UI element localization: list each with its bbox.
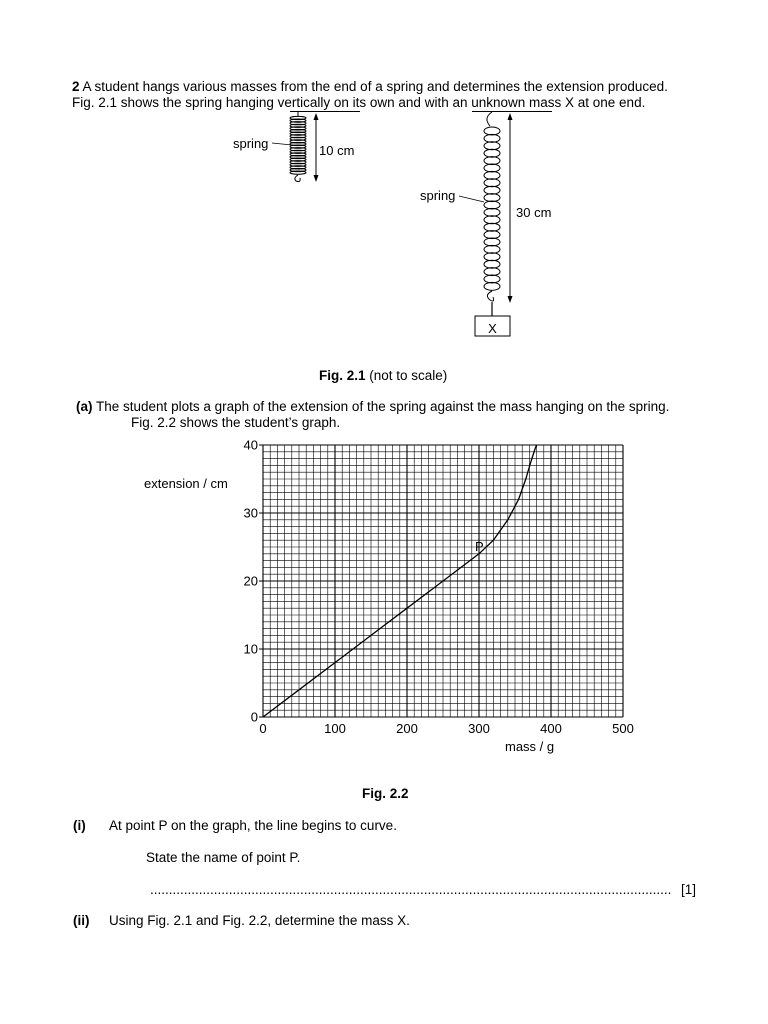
right-spring-label: spring xyxy=(420,188,456,203)
x-tick-label: 400 xyxy=(540,721,562,736)
y-tick-label: 40 xyxy=(243,437,258,453)
part-ii-text: Using Fig. 2.1 and Fig. 2.2, determine the mass X. xyxy=(109,913,410,928)
fig-2-2-caption: Fig. 2.2 xyxy=(362,786,409,801)
fig-2-1-caption-rest: (not to scale) xyxy=(365,368,448,383)
part-a-line2: Fig. 2.2 shows the student’s graph. xyxy=(131,415,341,430)
fig-2-1-caption xyxy=(319,368,447,383)
mass-x-label: X xyxy=(488,321,497,336)
right-label-leader xyxy=(459,196,484,202)
part-a-line1 xyxy=(76,399,669,414)
right-length-label: 30 cm xyxy=(516,205,552,220)
fig-2-2-graph xyxy=(0,430,768,770)
y-tick-label: 30 xyxy=(243,505,258,521)
question-intro-text: A student hangs various masses from the end of a spring and determines the extension produced. xyxy=(82,79,668,94)
y-tick-label: 20 xyxy=(243,573,258,589)
x-tick-label: 500 xyxy=(612,721,634,736)
part-i-text: At point P on the graph, the line begins to curve. xyxy=(109,818,397,833)
x-tick-label: 200 xyxy=(396,721,418,736)
part-a-label: (a) xyxy=(76,399,93,414)
left-length-arrow xyxy=(314,113,319,182)
graph-ticks xyxy=(244,438,634,737)
left-spring-coil xyxy=(290,112,306,182)
x-tick-label: 100 xyxy=(324,721,346,736)
left-length-label: 10 cm xyxy=(319,143,355,158)
fig-2-1-caption-bold: Fig. 2.1 xyxy=(319,368,366,383)
right-length-arrow xyxy=(508,113,513,303)
left-label-leader xyxy=(272,143,292,145)
x-tick-label: 300 xyxy=(468,721,490,736)
part-i-answer-line[interactable]: ........................................................................................................................................... xyxy=(150,882,672,897)
x-axis-label: mass / g xyxy=(505,739,555,754)
y-axis-label: extension / cm xyxy=(144,476,228,491)
question-intro-line2: Fig. 2.1 shows the spring hanging vertically on its own and with an unknown mass X at one end. xyxy=(72,95,646,110)
point-p-label: P xyxy=(475,538,484,554)
part-i-label: (i) xyxy=(73,818,86,833)
part-ii-label: (ii) xyxy=(73,913,90,928)
part-a-text: The student plots a graph of the extension of the spring against the mass hanging on the spring. xyxy=(96,399,670,414)
left-spring-label: spring xyxy=(233,136,269,151)
y-tick-label: 10 xyxy=(243,641,258,657)
x-tick-label: 0 xyxy=(259,721,267,736)
right-spring-coil xyxy=(484,112,500,301)
question-number: 2 xyxy=(72,79,80,94)
y-tick-label: 0 xyxy=(250,709,258,725)
part-i-prompt: State the name of point P. xyxy=(146,850,301,865)
fig-2-1-diagram xyxy=(0,0,768,360)
part-i-marks: [1] xyxy=(681,882,697,897)
